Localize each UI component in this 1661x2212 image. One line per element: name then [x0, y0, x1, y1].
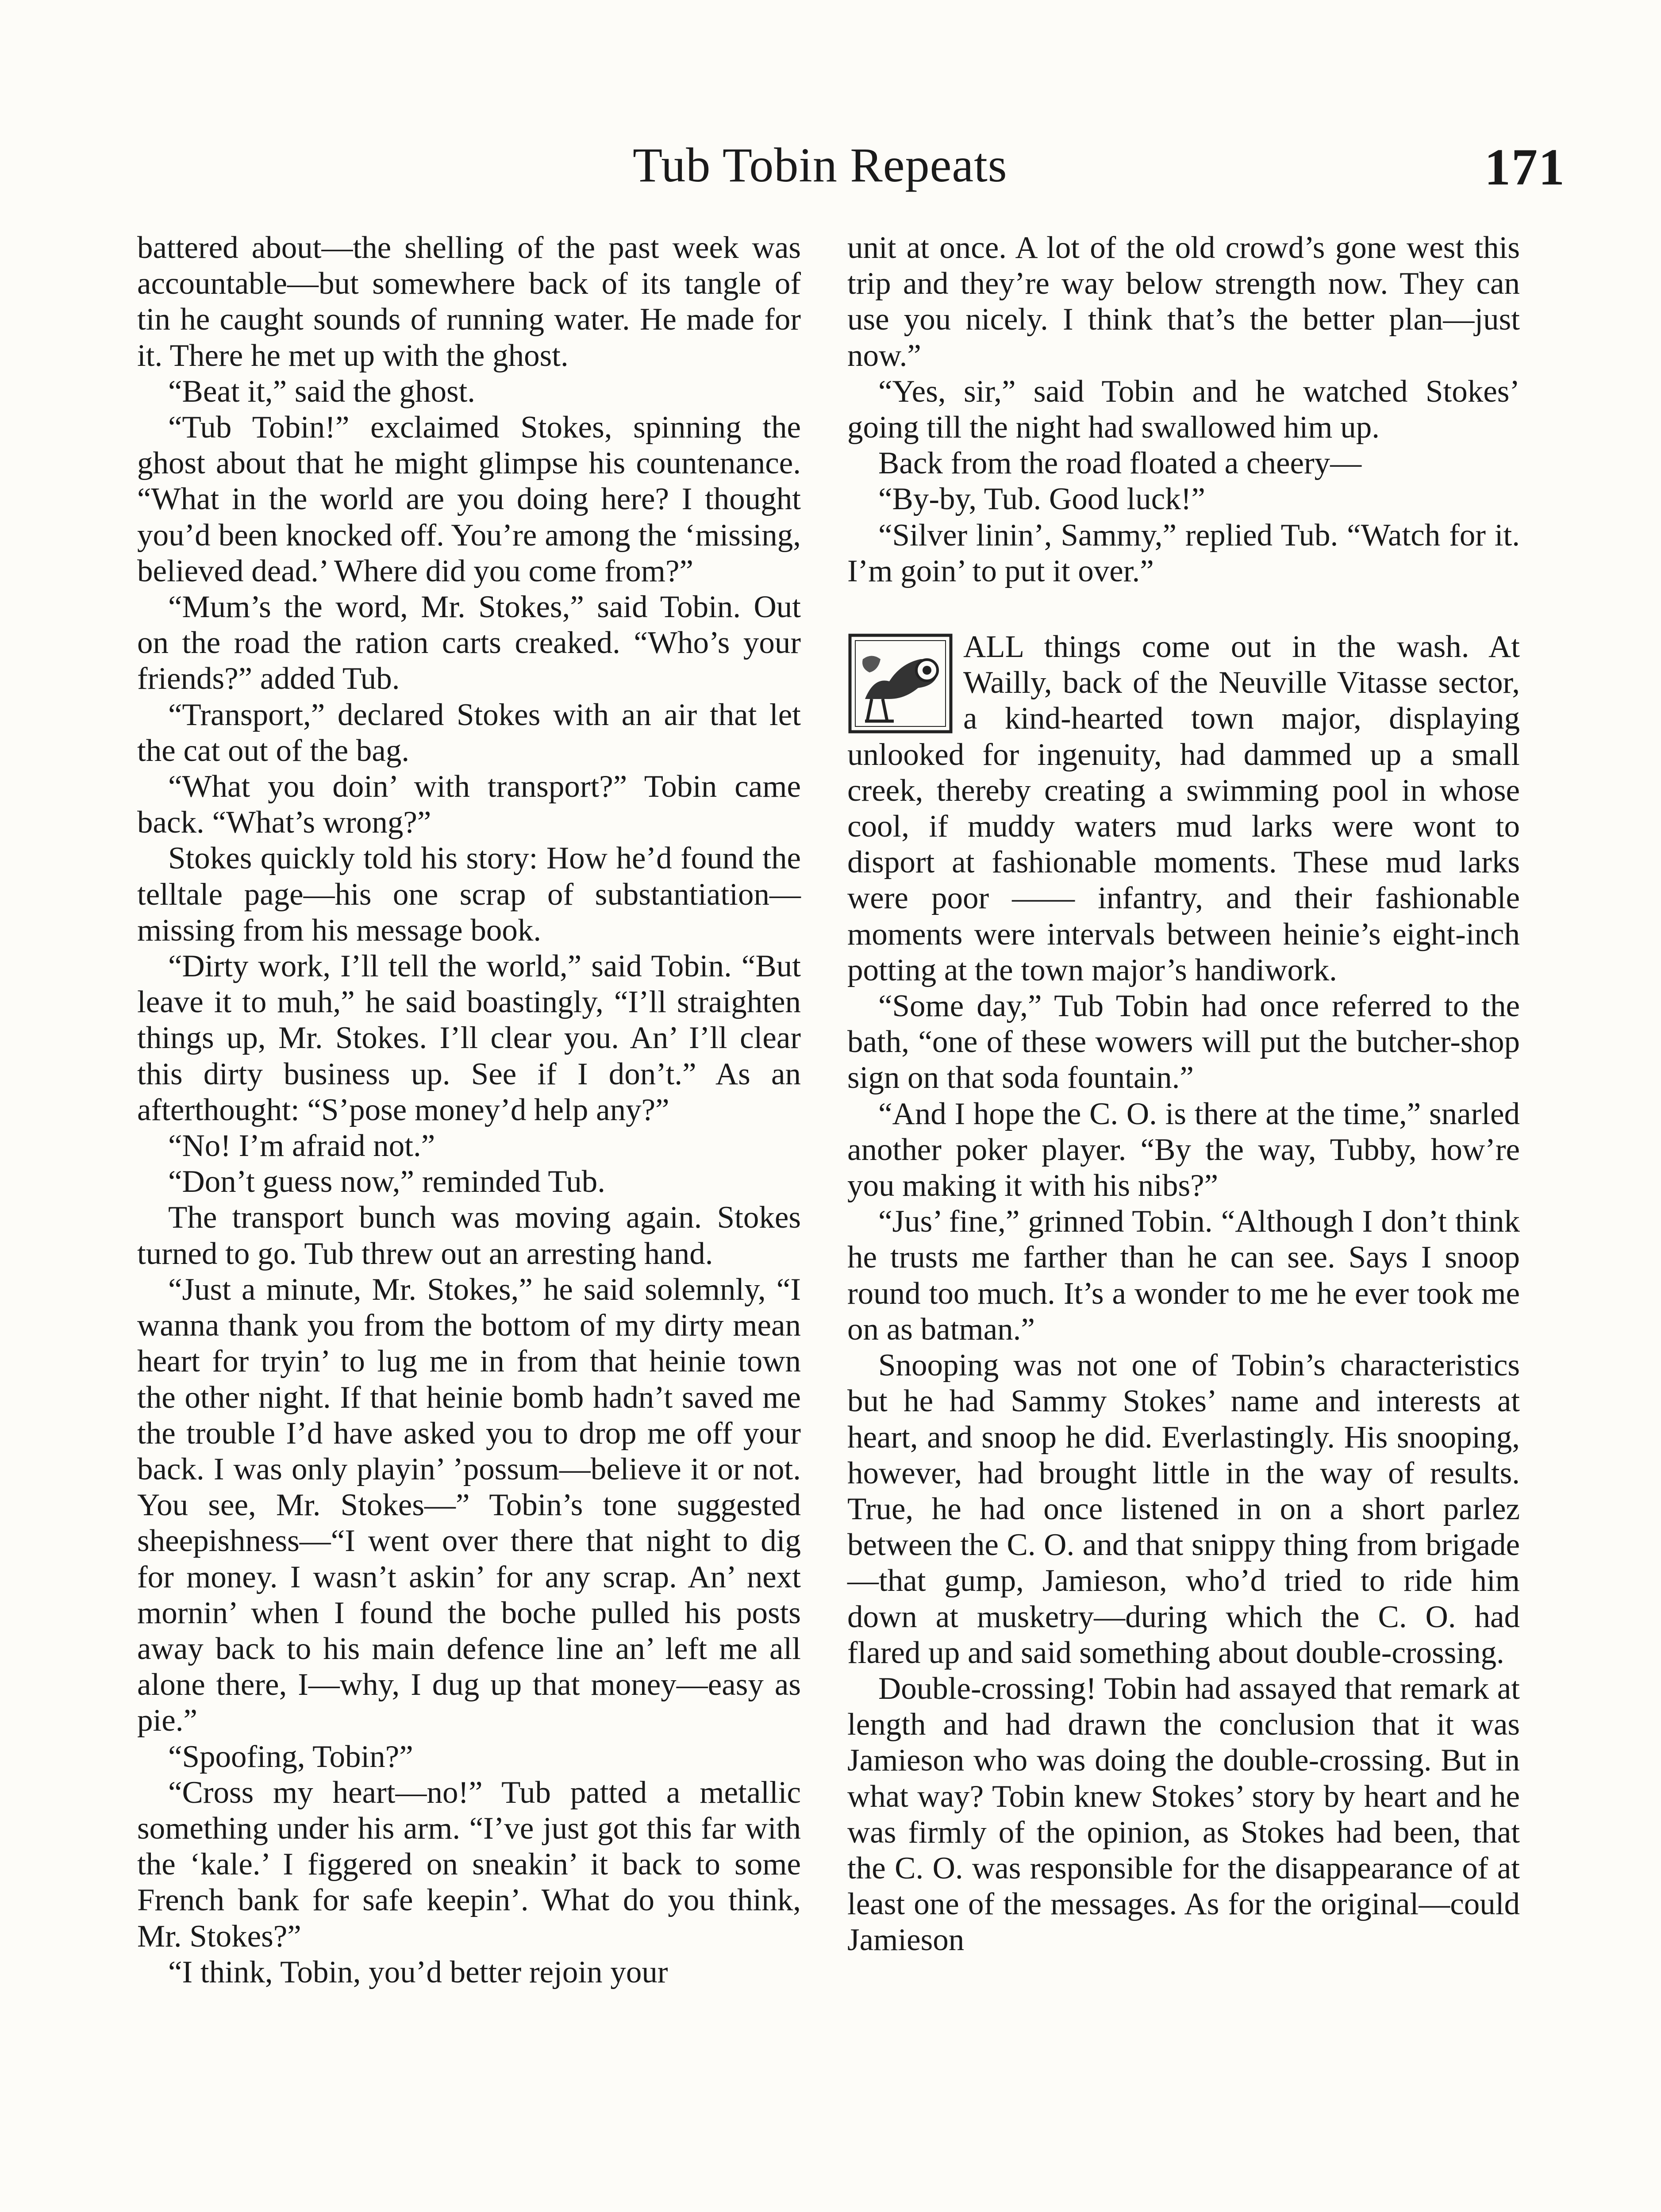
section-break — [847, 589, 1520, 629]
paragraph: “Yes, sir,” said Tobin and he watched Stokes’ going till the night had swallowed him up. — [847, 374, 1520, 445]
paragraph: ALL things come out in the wash. At Wailly, back of the Neuville Vitasse sector, a kind-hearted town major, displaying unlooked for ingenuity, had dammed up a small creek, thereby creating a swimming pool in whose cool, if muddy waters mud larks were wont to disport at fashionable moments. These mud larks were poor —— infantry, and their fashionable moments were intervals between heinie’s eight-inch potting at the town major’s handiwork. — [847, 630, 1520, 987]
paragraph: “Transport,” declared Stokes with an air that let the cat out of the bag. — [137, 697, 801, 768]
paragraph: battered about—the shelling of the past week was accountable—but somewhere back of its tangle of tin he caught sounds of running water. He made for it. There he met up with the ghost. — [137, 230, 801, 373]
page-header — [0, 133, 1661, 204]
paragraph: Double-crossing! Tobin had assayed that remark at length and had drawn the conclusion that it was Jamieson who was doing the double-crossing. But in what way? Tobin knew Stokes’ story by heart and he was firmly of the opinion, as Stokes had been, that the C. O. was responsible for the disappearance of at least one of the messages. As for the original—could Jamieson — [847, 1671, 1520, 1958]
paragraph: “Spoofing, Tobin?” — [168, 1739, 413, 1774]
paragraph: “Dirty work, I’ll tell the world,” said Tobin. “But leave it to muh,” he said boastingly, “I’ll straighten things up, Mr. Stokes. I’ll clear you. An’ I’ll clear this dirty business up. See if I don’t.” As an afterthought: “S’pose money’d help any?” — [137, 949, 801, 1127]
paragraph: “And I hope the C. O. is there at the time,” snarled another poker player. “By the way, Tubby, how’re you making it with his nibs?” — [847, 1096, 1520, 1203]
paragraph: unit at once. A lot of the old crowd’s gone west this trip and they’re way below strength now. They can use you nicely. I think that’s the better plan—just now.” — [847, 230, 1520, 373]
paragraph: “Beat it,” said the ghost. — [168, 374, 476, 409]
left-column — [137, 230, 801, 1990]
paragraph: “I think, Tobin, you’d better rejoin your — [168, 1955, 668, 1989]
paragraph: “By-by, Tub. Good luck!” — [878, 482, 1205, 517]
paragraph: “Cross my heart—no!” Tub patted a metallic something under his arm. “I’ve just got this far with the ‘kale.’ I figgered on sneakin’ it back to some French bank for safe keepin’. What do you think, Mr. Stokes?” — [137, 1775, 801, 1954]
paragraph: “Mum’s the word, Mr. Stokes,” said Tobin. Out on the road the ration carts creaked. “Who’s your friends?” added Tub. — [137, 590, 801, 696]
page-number: 171 — [1484, 138, 1565, 196]
paragraph: Snooping was not one of Tobin’s characteristics but he had Sammy Stokes’ name and interests at heart, and snoop he did. Everlastingly. His snooping, however, had brought little in the way of results. True, he had once listened in on a short parlez between the C. O. and that snippy thing from brigade—that gump, Jamieson, who’d tried to ride him down at musketry—during which the C. O. had flared up and said something about double-crossing. — [847, 1348, 1520, 1670]
paragraph: “What you doin’ with transport?” Tobin came back. “What’s wrong?” — [137, 769, 801, 840]
right-column — [847, 230, 1520, 1959]
paragraph: Stokes quickly told his story: How he’d found the telltale page—his one scrap of substantiation—missing from his message book. — [137, 841, 801, 948]
paragraph: The transport bunch was moving again. Stokes turned to go. Tub threw out an arresting hand. — [137, 1200, 801, 1271]
paragraph: “Jus’ fine,” grinned Tobin. “Although I don’t think he trusts me farther than he can see. Says I snoop round too much. It’s a wonder to me he ever took me on as batman.” — [847, 1204, 1520, 1347]
paragraph: “Some day,” Tub Tobin had once referred to the bath, “one of these wowers will put the butcher-shop sign on that soda fountain.” — [847, 989, 1520, 1095]
paragraph: “Don’t guess now,” reminded Tub. — [168, 1164, 606, 1199]
paragraph: “Tub Tobin!” exclaimed Stokes, spinning the ghost about that he might glimpse his countenance. “What in the world are you doing here? I thought you’d been knocked off. You’re among the ‘missing, believed dead.’ Where did you come from?” — [137, 410, 801, 588]
running-title: Tub Tobin Repeats — [633, 138, 1007, 192]
paragraph: Back from the road floated a cheery— — [878, 446, 1362, 481]
drop-cap-illustration-icon — [847, 633, 954, 734]
paragraph: “Just a minute, Mr. Stokes,” he said solemnly, “I wanna thank you from the bottom of my dirty mean heart for tryin’ to lug me in from that heinie town the other night. If that heinie bomb hadn’t saved me the trouble I’d have asked you to drop me off your back. I was only playin’ ’possum—believe it or not. You see, Mr. Stokes—” Tobin’s tone suggested sheepishness—“I went over there that night to dig for money. I wasn’t askin’ for any scrap. An’ next mornin’ when I found the boche pulled his posts away back to his main defence line an’ left me all alone there, I—why, I dug up that money—easy as pie.” — [137, 1272, 801, 1738]
paragraph: “No! I’m afraid not.” — [168, 1129, 435, 1164]
paragraph: “Silver linin’, Sammy,” replied Tub. “Watch for it. I’m goin’ to put it over.” — [847, 518, 1520, 588]
